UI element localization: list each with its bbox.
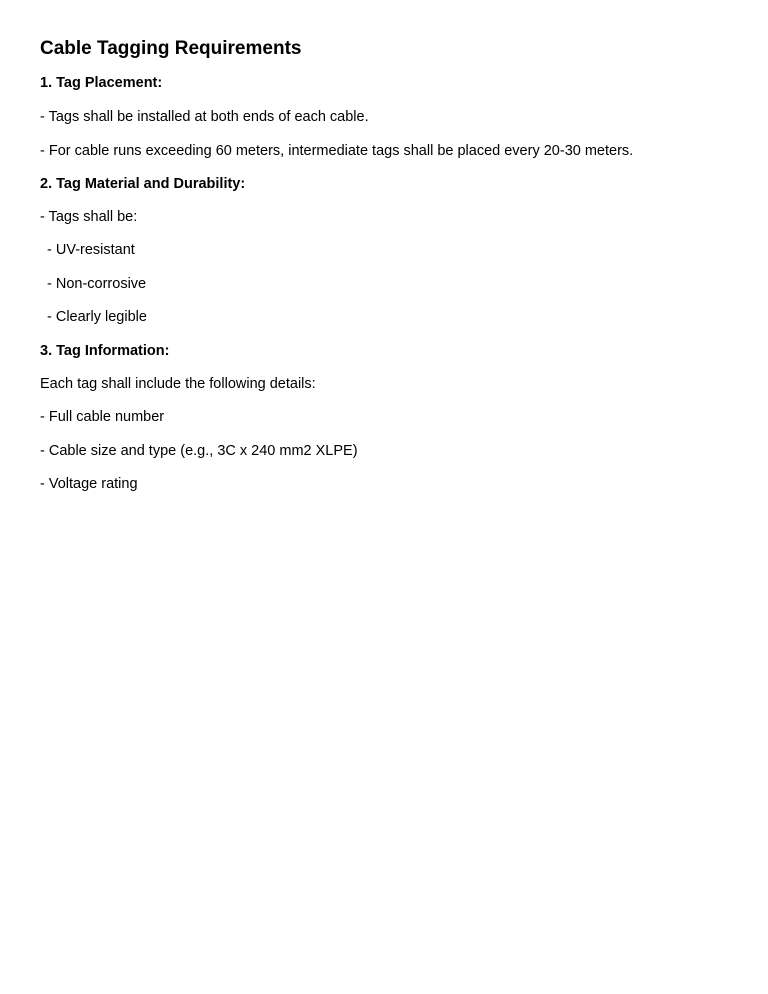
section-heading-tag-information: 3. Tag Information: bbox=[40, 343, 170, 359]
text-line: - Cable size and type (e.g., 3C x 240 mm2 XLPE) bbox=[40, 443, 358, 459]
text-line: - For cable runs exceeding 60 meters, intermediate tags shall be placed every 20-30 meters. bbox=[40, 143, 634, 159]
text-line: - Tags shall be: bbox=[40, 209, 138, 225]
text-line: - Voltage rating bbox=[40, 476, 138, 492]
sub-list-item: - Non-corrosive bbox=[47, 276, 147, 292]
sub-list-item: - UV-resistant bbox=[47, 242, 135, 258]
text-line: - Tags shall be installed at both ends of each cable. bbox=[40, 109, 369, 125]
sub-list-item: - Clearly legible bbox=[47, 309, 147, 325]
section-heading-tag-material: 2. Tag Material and Durability: bbox=[40, 176, 246, 192]
text-line: Each tag shall include the following details: bbox=[40, 376, 316, 392]
text-line: - Full cable number bbox=[40, 409, 165, 425]
section-heading-tag-placement: 1. Tag Placement: bbox=[40, 75, 163, 91]
document-title: Cable Tagging Requirements bbox=[40, 38, 302, 59]
